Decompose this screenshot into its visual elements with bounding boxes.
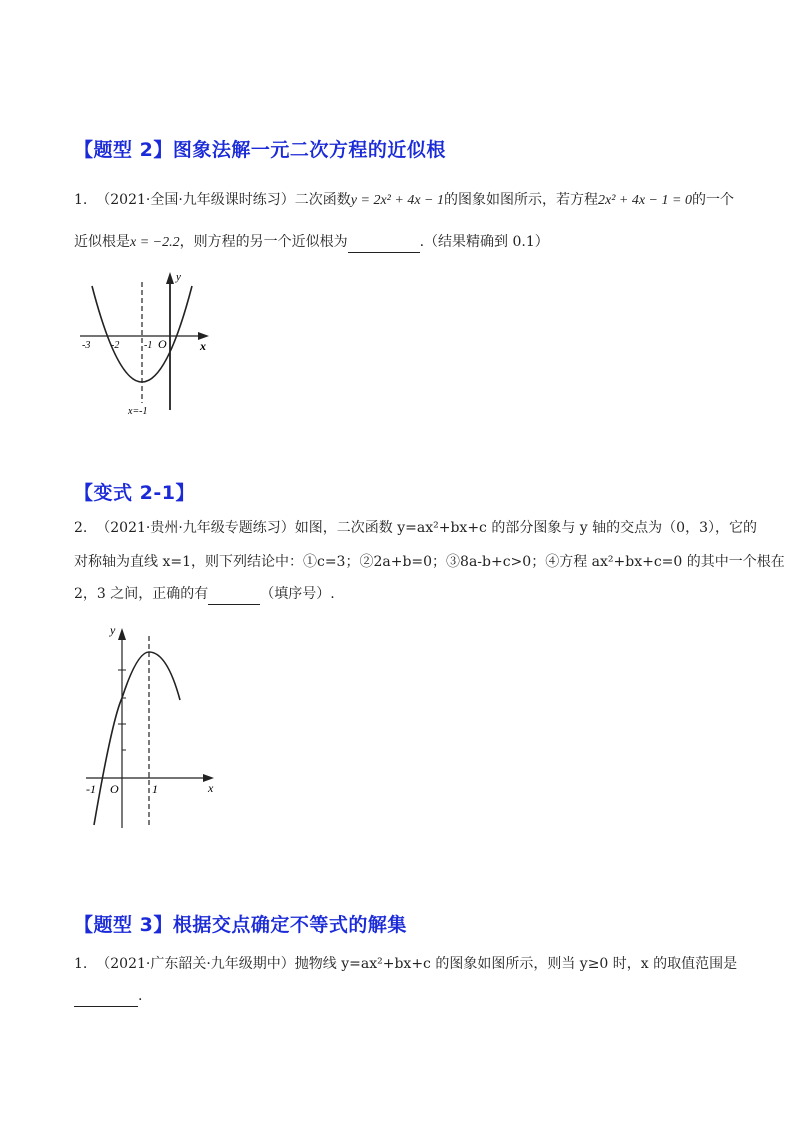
question-2-line-3 xyxy=(74,584,335,605)
y-axis-arrow xyxy=(118,628,126,640)
function-expression: y = 2x² + 4x − 1 xyxy=(350,193,444,208)
question-text: .（结果精确到 0.1） xyxy=(419,234,549,250)
tick-label-neg1: -1 xyxy=(144,340,153,351)
question-1-line-2 xyxy=(74,232,549,253)
question-1-line-1 xyxy=(74,190,734,211)
section-heading-type2: 【题型 2】图象法解一元二次方程的近似根 xyxy=(74,139,446,161)
answer-blank[interactable] xyxy=(208,584,260,605)
question-2-line-1 xyxy=(74,518,757,538)
question-number: 1. xyxy=(74,192,88,208)
question-2-line-2 xyxy=(74,552,785,572)
origin-label: O xyxy=(110,782,119,796)
question-3-line-1 xyxy=(74,954,737,974)
y-axis-label: y xyxy=(176,271,181,283)
equation-expression: 2x² + 4x − 1 = 0 xyxy=(597,193,692,208)
y-axis-label: y xyxy=(110,623,116,637)
x-axis-label: x xyxy=(208,781,214,795)
question-number: 1. xyxy=(74,956,88,972)
section-heading-variant: 【变式 2-1】 xyxy=(74,482,195,504)
question-text: . xyxy=(138,988,143,1004)
question-text: ，则方程的另一个近似根为 xyxy=(179,234,348,250)
question-text: （2021·广东韶关·九年级期中）抛物线 y=ax²+bx+c 的图象如图所示，则当 y≥0 时，x 的取值范围是 xyxy=(96,956,738,972)
question-source: （2021·全国·九年级课时练习）二次函数 xyxy=(96,192,351,208)
x-axis-label: x xyxy=(200,339,206,353)
origin-label: O xyxy=(158,337,167,351)
symmetry-label: x=-1 xyxy=(128,406,148,417)
tick-label-neg2: -2 xyxy=(111,340,120,351)
tick-label-neg1: -1 xyxy=(86,782,96,796)
question-text: 近似根是 xyxy=(74,234,130,250)
question-text: （填序号）. xyxy=(260,586,335,602)
question-text: 2，3 之间，正确的有 xyxy=(74,586,209,602)
question-text: （2021·贵州·九年级专题练习）如图，二次函数 y=ax²+bx+c 的部分图象与 y 轴的交点为（0，3），它的 xyxy=(96,520,757,536)
section-heading-type3: 【题型 3】根据交点确定不等式的解集 xyxy=(74,914,407,936)
parabola-graph-1 xyxy=(78,268,218,418)
tick-label-1: 1 xyxy=(152,782,158,796)
root-expression: x = −2.2 xyxy=(130,235,180,250)
y-axis-arrow xyxy=(166,272,174,284)
answer-blank[interactable] xyxy=(74,986,138,1007)
tick-label-neg3: -3 xyxy=(82,340,91,351)
question-text: 的一个 xyxy=(691,192,734,208)
question-number: 2. xyxy=(74,520,88,536)
parabola-graph-2 xyxy=(82,620,222,830)
question-3-line-2 xyxy=(74,986,142,1007)
question-text: 的图象如图所示，若方程 xyxy=(443,192,598,208)
answer-blank[interactable] xyxy=(348,232,420,253)
parabola-curve xyxy=(94,652,180,825)
question-text: 对称轴为直线 x=1，则下列结论中：①c=3；②2a+b=0；③8a-b+c>0；④方程 ax²+bx+c=0 的其中一个根在 xyxy=(74,554,785,570)
